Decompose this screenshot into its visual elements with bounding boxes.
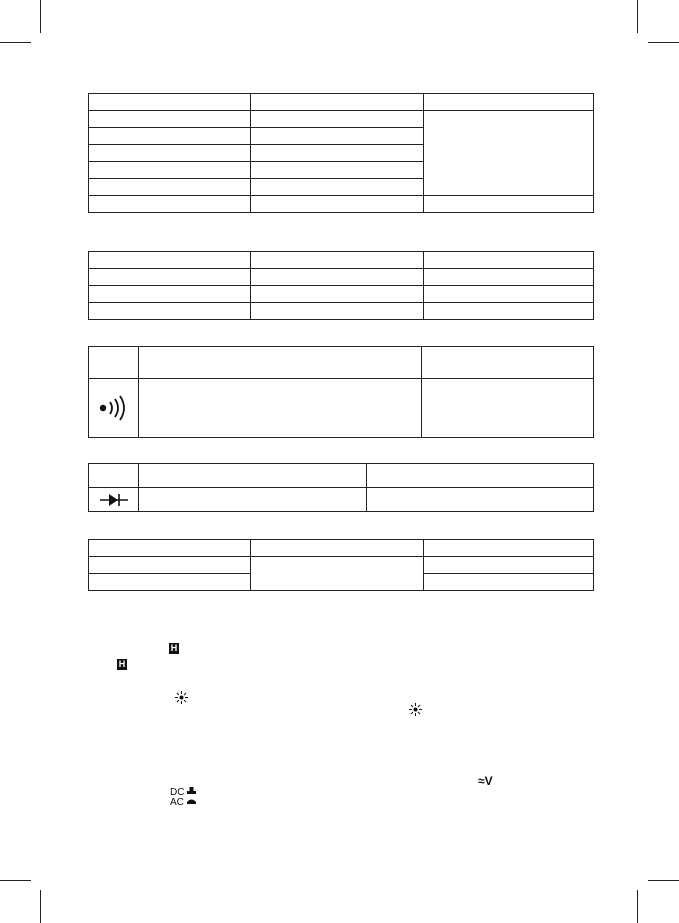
crop-mark-top-left-horizontal <box>0 42 31 43</box>
table-row <box>89 252 594 269</box>
table-row <box>89 347 594 379</box>
ac-indicator <box>170 797 196 808</box>
table-row <box>89 196 594 213</box>
ac-label: AC <box>170 797 184 808</box>
table-row <box>89 540 594 557</box>
table-row <box>89 269 594 286</box>
hold-icon-letter: H <box>118 659 126 669</box>
hold-icon <box>169 643 179 654</box>
backlight-sun-icon <box>175 691 188 704</box>
ac-voltage-icon <box>478 774 493 788</box>
table-row <box>89 303 594 320</box>
table-row <box>89 557 594 574</box>
table-row <box>89 464 594 488</box>
crop-mark-top-right-horizontal <box>648 42 679 43</box>
backlight-sun-icon <box>409 703 422 716</box>
crop-mark-bottom-left-horizontal <box>0 880 31 881</box>
merged-cell <box>251 557 424 591</box>
spec-table-5 <box>88 539 594 591</box>
table-row <box>89 111 594 128</box>
table-row <box>89 94 594 111</box>
merged-cell <box>424 111 594 196</box>
table-row <box>89 286 594 303</box>
diode-table <box>88 463 594 512</box>
crop-mark-bottom-right-vertical <box>637 890 638 923</box>
continuity-symbol-cell <box>89 379 139 438</box>
diode-symbol-cell <box>89 488 139 512</box>
crop-mark-top-right-vertical <box>637 0 638 33</box>
crop-mark-top-left-vertical <box>40 0 41 33</box>
ac-plug-icon <box>187 797 196 805</box>
continuity-buzzer-icon <box>98 393 130 423</box>
continuity-table <box>88 346 594 438</box>
ac-voltage-symbol: ≈V <box>478 774 493 788</box>
spec-table-1 <box>88 93 594 213</box>
crop-mark-bottom-right-horizontal <box>648 880 679 881</box>
diode-icon <box>99 492 129 508</box>
hold-icon <box>117 659 127 670</box>
table-row <box>89 488 594 512</box>
crop-mark-bottom-left-vertical <box>40 890 41 923</box>
table-row <box>89 379 594 438</box>
hold-icon-letter: H <box>170 643 178 653</box>
dc-plug-icon <box>187 787 196 795</box>
dc-label: DC <box>170 787 185 798</box>
spec-table-2 <box>88 251 594 320</box>
